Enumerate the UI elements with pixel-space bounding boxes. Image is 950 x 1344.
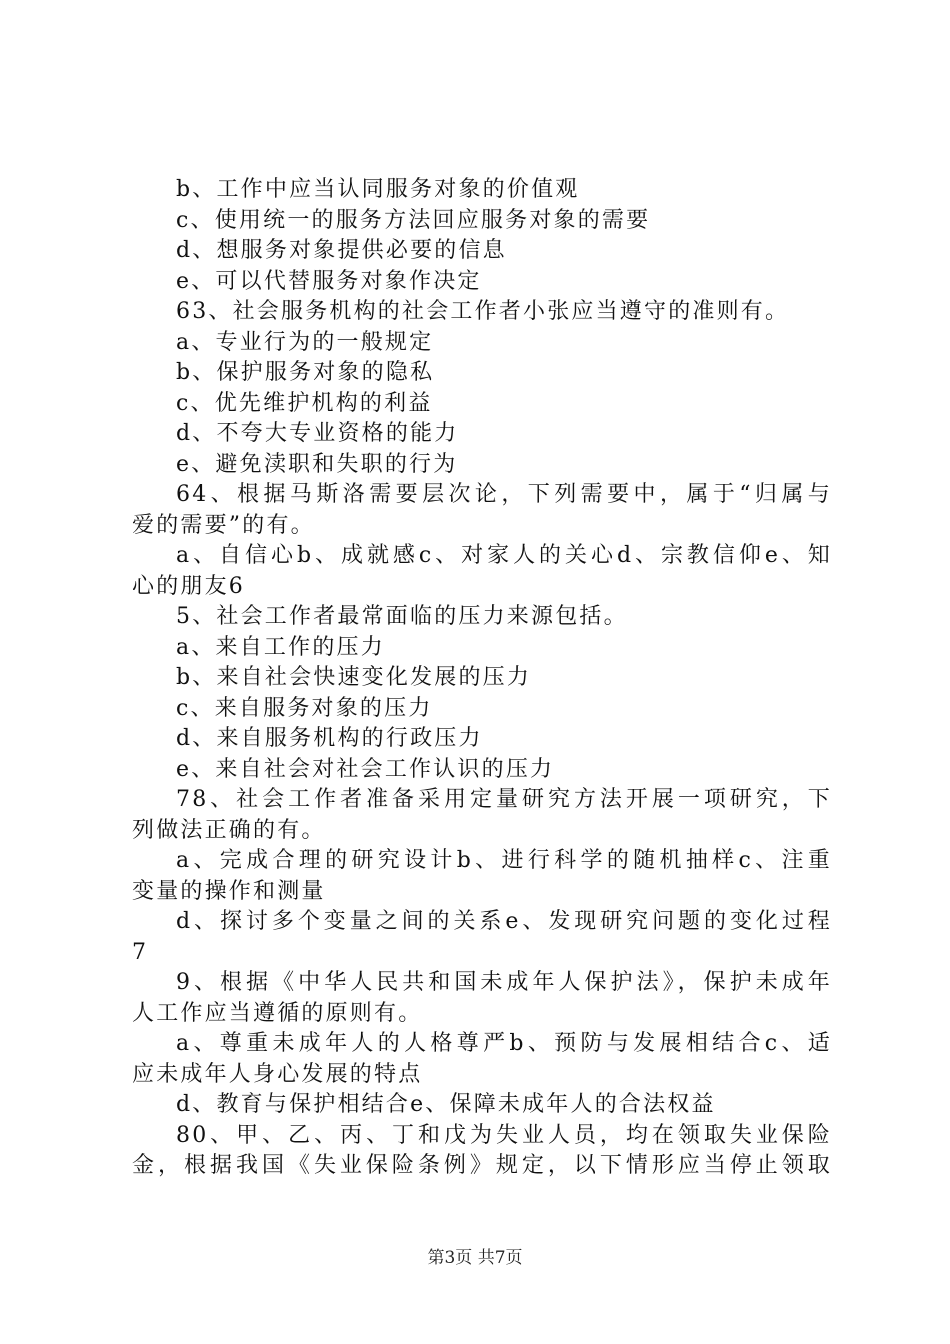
text-line: c、来自服务对象的压力 bbox=[176, 695, 433, 721]
question-line: 78、社会工作者准备采用定量研究方法开展一项研究，下 bbox=[176, 787, 832, 812]
question-line: 64、根据马斯洛需要层次论，下列需要中，属于“归属与 bbox=[176, 482, 832, 507]
text-line: 爱的需要”的有。 bbox=[132, 512, 315, 538]
text-line: a、完成合理的研究设计b、进行科学的随机抽样c、注重 bbox=[176, 848, 832, 873]
text-line: 人工作应当遵循的原则有。 bbox=[132, 1000, 423, 1026]
text-line: 金，根据我国《失业保险条例》规定，以下情形应当停止领取 bbox=[132, 1153, 832, 1178]
page-number-label: 第3页 共7页 bbox=[427, 1248, 523, 1268]
text-line: c、优先维护机构的利益 bbox=[176, 390, 433, 416]
text-line: e、避免渎职和失职的行为 bbox=[176, 451, 458, 477]
text-line: d、想服务对象提供必要的信息 bbox=[176, 238, 507, 263]
text-line: 列做法正确的有。 bbox=[132, 817, 326, 843]
question-line: 5、社会工作者最常面临的压力来源包括。 bbox=[176, 604, 628, 629]
text-line: e、可以代替服务对象作决定 bbox=[176, 268, 482, 294]
text-line: a、专业行为的一般规定 bbox=[176, 329, 434, 355]
text-line: a、尊重未成年人的人格尊严b、预防与发展相结合c、适 bbox=[176, 1031, 832, 1056]
text-line: 变量的操作和测量 bbox=[132, 878, 326, 904]
question-line: 80、甲、乙、丙、丁和戊为失业人员，均在领取失业保险 bbox=[176, 1122, 832, 1148]
text-line: a、来自工作的压力 bbox=[176, 634, 385, 660]
text-line: b、保护服务对象的隐私 bbox=[176, 360, 435, 385]
text-line: b、来自社会快速变化发展的压力 bbox=[176, 665, 532, 690]
text-line: c、使用统一的服务方法回应服务对象的需要 bbox=[176, 207, 651, 233]
text-line: d、探讨多个变量之间的关系e、发现研究问题的变化过程 bbox=[176, 909, 832, 934]
text-line: a、自信心b、成就感c、对家人的关心d、宗教信仰e、知 bbox=[176, 543, 832, 568]
question-line: 9、根据《中华人民共和国未成年人保护法》，保护未成年 bbox=[176, 970, 832, 995]
text-line: d、来自服务机构的行政压力 bbox=[176, 726, 483, 751]
text-line: 7 bbox=[132, 939, 149, 965]
page-footer bbox=[0, 1243, 950, 1268]
text-line: d、教育与保护相结合e、保障未成年人的合法权益 bbox=[176, 1092, 716, 1117]
document-body bbox=[132, 175, 832, 1182]
text-line: d、不夸大专业资格的能力 bbox=[176, 421, 459, 446]
text-line: e、来自社会对社会工作认识的压力 bbox=[176, 756, 555, 782]
text-line: 应未成年人身心发展的特点 bbox=[132, 1061, 423, 1087]
text-line: b、工作中应当认同服务对象的价值观 bbox=[176, 177, 580, 202]
question-line: 63、社会服务机构的社会工作者小张应当遵守的准则有。 bbox=[176, 299, 790, 324]
text-line: 心的朋友6 bbox=[132, 573, 245, 599]
